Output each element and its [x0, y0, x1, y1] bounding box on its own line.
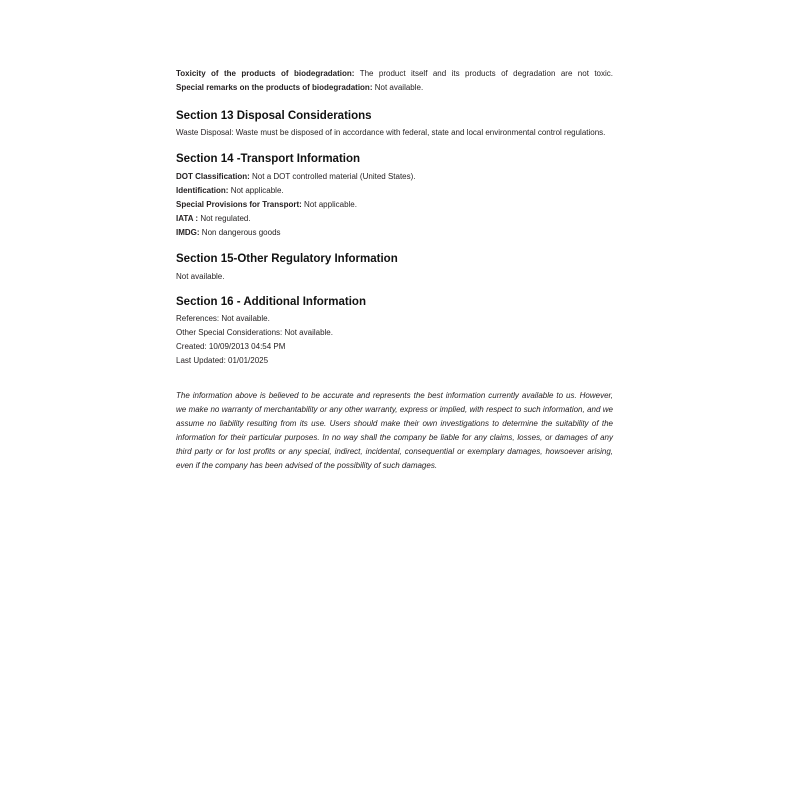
- transport-item-dot-label: DOT Classification:: [176, 172, 250, 181]
- biodegradation-toxicity-line: [176, 67, 613, 81]
- transport-item-identification-label: Identification:: [176, 186, 229, 195]
- section-16-last-updated-line: Last Updated: 01/01/2025: [176, 356, 269, 365]
- biodegradation-remarks-value: Not available.: [374, 83, 424, 92]
- section-16-heading: Section 16 - Additional Information: [176, 296, 366, 308]
- transport-item-dot-value: Not a DOT controlled material (United States).: [252, 172, 416, 181]
- biodegradation-toxicity-label: Toxicity of the products of biodegradation:: [176, 69, 355, 78]
- section-16-other-considerations-line: Other Special Considerations: Not available.: [176, 328, 333, 337]
- section-13-heading: Section 13 Disposal Considerations: [176, 110, 372, 122]
- transport-item-special-provisions-label: Special Provisions for Transport:: [176, 200, 302, 209]
- biodegradation-remarks-line: [176, 81, 613, 95]
- transport-item-identification-value: Not applicable.: [230, 186, 284, 195]
- transport-item-iata-label: IATA :: [176, 214, 199, 223]
- section-15-heading: Section 15-Other Regulatory Information: [176, 253, 398, 265]
- transport-item-imdg-label: IMDG:: [176, 228, 200, 237]
- section-16-created-line: Created: 10/09/2013 04:54 PM: [176, 342, 286, 351]
- transport-item-imdg-value: Non dangerous goods: [201, 228, 281, 237]
- transport-item-identification: [176, 184, 613, 198]
- section-13-body: Waste Disposal: Waste must be disposed of in accordance with federal, state and local environmental control regulations.: [176, 128, 606, 137]
- transport-item-iata-value: Not regulated.: [200, 214, 251, 223]
- section-14-heading: Section 14 -Transport Information: [176, 153, 361, 165]
- document-content: [176, 65, 613, 473]
- transport-item-special-provisions-value: Not applicable.: [304, 200, 357, 209]
- biodegradation-remarks-label: Special remarks on the products of biodegradation:: [176, 83, 373, 92]
- section-16-references-line: References: Not available.: [176, 314, 270, 323]
- transport-item-iata: [176, 212, 613, 226]
- transport-item-dot: [176, 170, 613, 184]
- section-15-body: Not available.: [176, 272, 225, 281]
- biodegradation-toxicity-value: The product itself and its products of degradation are not toxic.: [359, 69, 613, 78]
- legal-disclaimer: The information above is believed to be accurate and represents the best information currently available to us. However, we make no warranty of merchantability or any other warranty, express or implied, with respect to such information, and we assume no liability resulting from its use. Users should make their own investigations to determine the suitability of the information for their particular purposes. In no way shall the company be liable for any claims, losses, or damages of any third party or for lost profits or any special, indirect, incidental, consequential or exemplary damages, howsoever arising, even if the company has been advised of the possibility of such damages.: [176, 391, 613, 470]
- transport-item-special-provisions: [176, 198, 613, 212]
- transport-item-imdg: [176, 226, 613, 240]
